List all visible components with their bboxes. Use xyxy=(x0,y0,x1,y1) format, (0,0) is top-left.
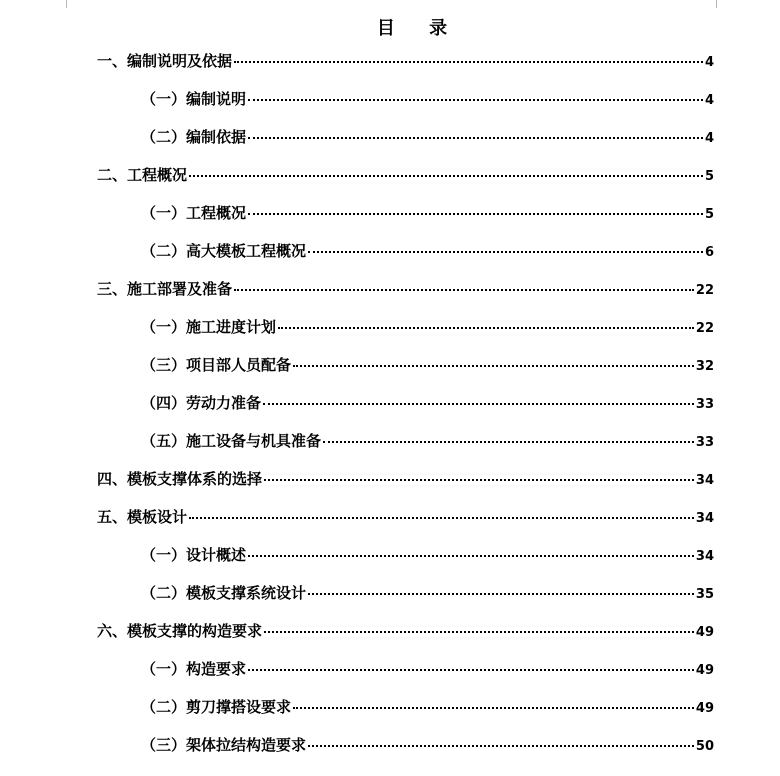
toc-entry[interactable] xyxy=(141,696,714,726)
toc-entry[interactable] xyxy=(141,316,714,346)
toc-entry[interactable] xyxy=(97,468,714,498)
toc-dot-leader xyxy=(308,744,694,747)
toc-entry-text: （二）模板支撑系统设计 xyxy=(141,584,307,602)
toc-page-number: 4 xyxy=(704,93,714,108)
page-corner-mark-right xyxy=(716,0,739,8)
toc-page-number: 5 xyxy=(704,207,714,222)
toc-title: 目 录 xyxy=(376,18,462,39)
toc-page-number: 5 xyxy=(704,169,714,184)
toc-entry-text: （五）施工设备与机具准备 xyxy=(141,432,322,450)
toc-dot-leader xyxy=(248,668,694,671)
toc-entry[interactable] xyxy=(97,620,714,650)
toc-entry[interactable] xyxy=(97,278,714,308)
toc-page-number: 22 xyxy=(695,321,714,336)
toc-dot-leader xyxy=(278,326,694,329)
toc-entry-text: （一）构造要求 xyxy=(141,660,247,678)
toc-dot-leader xyxy=(293,364,694,367)
toc-entry-text: （一）编制说明 xyxy=(141,90,247,108)
toc-dot-leader xyxy=(308,250,703,253)
toc-entry[interactable] xyxy=(141,582,714,612)
toc-dot-leader xyxy=(263,402,694,405)
toc-entry-text: （一）施工进度计划 xyxy=(141,318,277,336)
toc-dot-leader xyxy=(323,440,694,443)
toc-dot-leader xyxy=(264,478,694,481)
toc-page-number: 32 xyxy=(695,359,714,374)
toc-entry[interactable] xyxy=(141,202,714,232)
toc-page-number: 34 xyxy=(695,511,714,526)
toc-dot-leader xyxy=(293,706,694,709)
toc-entry[interactable] xyxy=(97,50,714,80)
toc-entry-text: 一、编制说明及依据 xyxy=(97,52,233,70)
toc-page-number: 33 xyxy=(695,397,714,412)
toc-page-number: 4 xyxy=(704,55,714,70)
toc-dot-leader xyxy=(189,174,703,177)
toc-entry-text: （二）剪刀撑搭设要求 xyxy=(141,698,292,716)
toc-page-number: 4 xyxy=(704,131,714,146)
toc-dot-leader xyxy=(234,60,703,63)
toc-entry[interactable] xyxy=(141,734,714,764)
toc-dot-leader xyxy=(248,212,703,215)
toc-entry[interactable] xyxy=(141,392,714,422)
toc-page-number: 34 xyxy=(695,473,714,488)
toc-dot-leader xyxy=(234,288,694,291)
toc-entry-text: （三）项目部人员配备 xyxy=(141,356,292,374)
toc-entry[interactable] xyxy=(141,354,714,384)
toc-page-number: 49 xyxy=(695,701,714,716)
toc-dot-leader xyxy=(189,516,694,519)
toc-page-number: 49 xyxy=(695,625,714,640)
toc-entry-text: （三）架体拉结构造要求 xyxy=(141,736,307,754)
toc-entry[interactable] xyxy=(141,126,714,156)
toc-entry-text: 四、模板支撑体系的选择 xyxy=(97,470,263,488)
toc-entry-text: 六、模板支撑的构造要求 xyxy=(97,622,263,640)
page-corner-mark-left xyxy=(44,0,67,8)
toc-entry-text: （一）工程概况 xyxy=(141,204,247,222)
toc-entry[interactable] xyxy=(141,88,714,118)
toc-page-number: 6 xyxy=(704,245,714,260)
toc-dot-leader xyxy=(248,136,703,139)
toc-entry-text: （二）编制依据 xyxy=(141,128,247,146)
toc-page-number: 35 xyxy=(695,587,714,602)
toc-page-number: 22 xyxy=(695,283,714,298)
toc-page-number: 49 xyxy=(695,663,714,678)
toc-entry[interactable] xyxy=(141,658,714,688)
toc-entry[interactable] xyxy=(141,544,714,574)
toc-entry-text: （一）设计概述 xyxy=(141,546,247,564)
toc-entry-text: （二）高大模板工程概况 xyxy=(141,242,307,260)
toc-entry-text: 三、施工部署及准备 xyxy=(97,280,233,298)
toc-entry[interactable] xyxy=(97,506,714,536)
toc-page-number: 50 xyxy=(695,739,714,754)
toc-page-number: 34 xyxy=(695,549,714,564)
toc-entry-text: （四）劳动力准备 xyxy=(141,394,262,412)
toc-dot-leader xyxy=(264,630,694,633)
toc-page-number: 33 xyxy=(695,435,714,450)
toc-entry[interactable] xyxy=(141,430,714,460)
toc-entry[interactable] xyxy=(97,164,714,194)
toc-dot-leader xyxy=(248,554,694,557)
toc-dot-leader xyxy=(308,592,694,595)
toc-entry[interactable] xyxy=(141,240,714,270)
toc-entry-text: 五、模板设计 xyxy=(97,508,188,526)
toc-entry-text: 二、工程概况 xyxy=(97,166,188,184)
toc-dot-leader xyxy=(248,98,703,101)
